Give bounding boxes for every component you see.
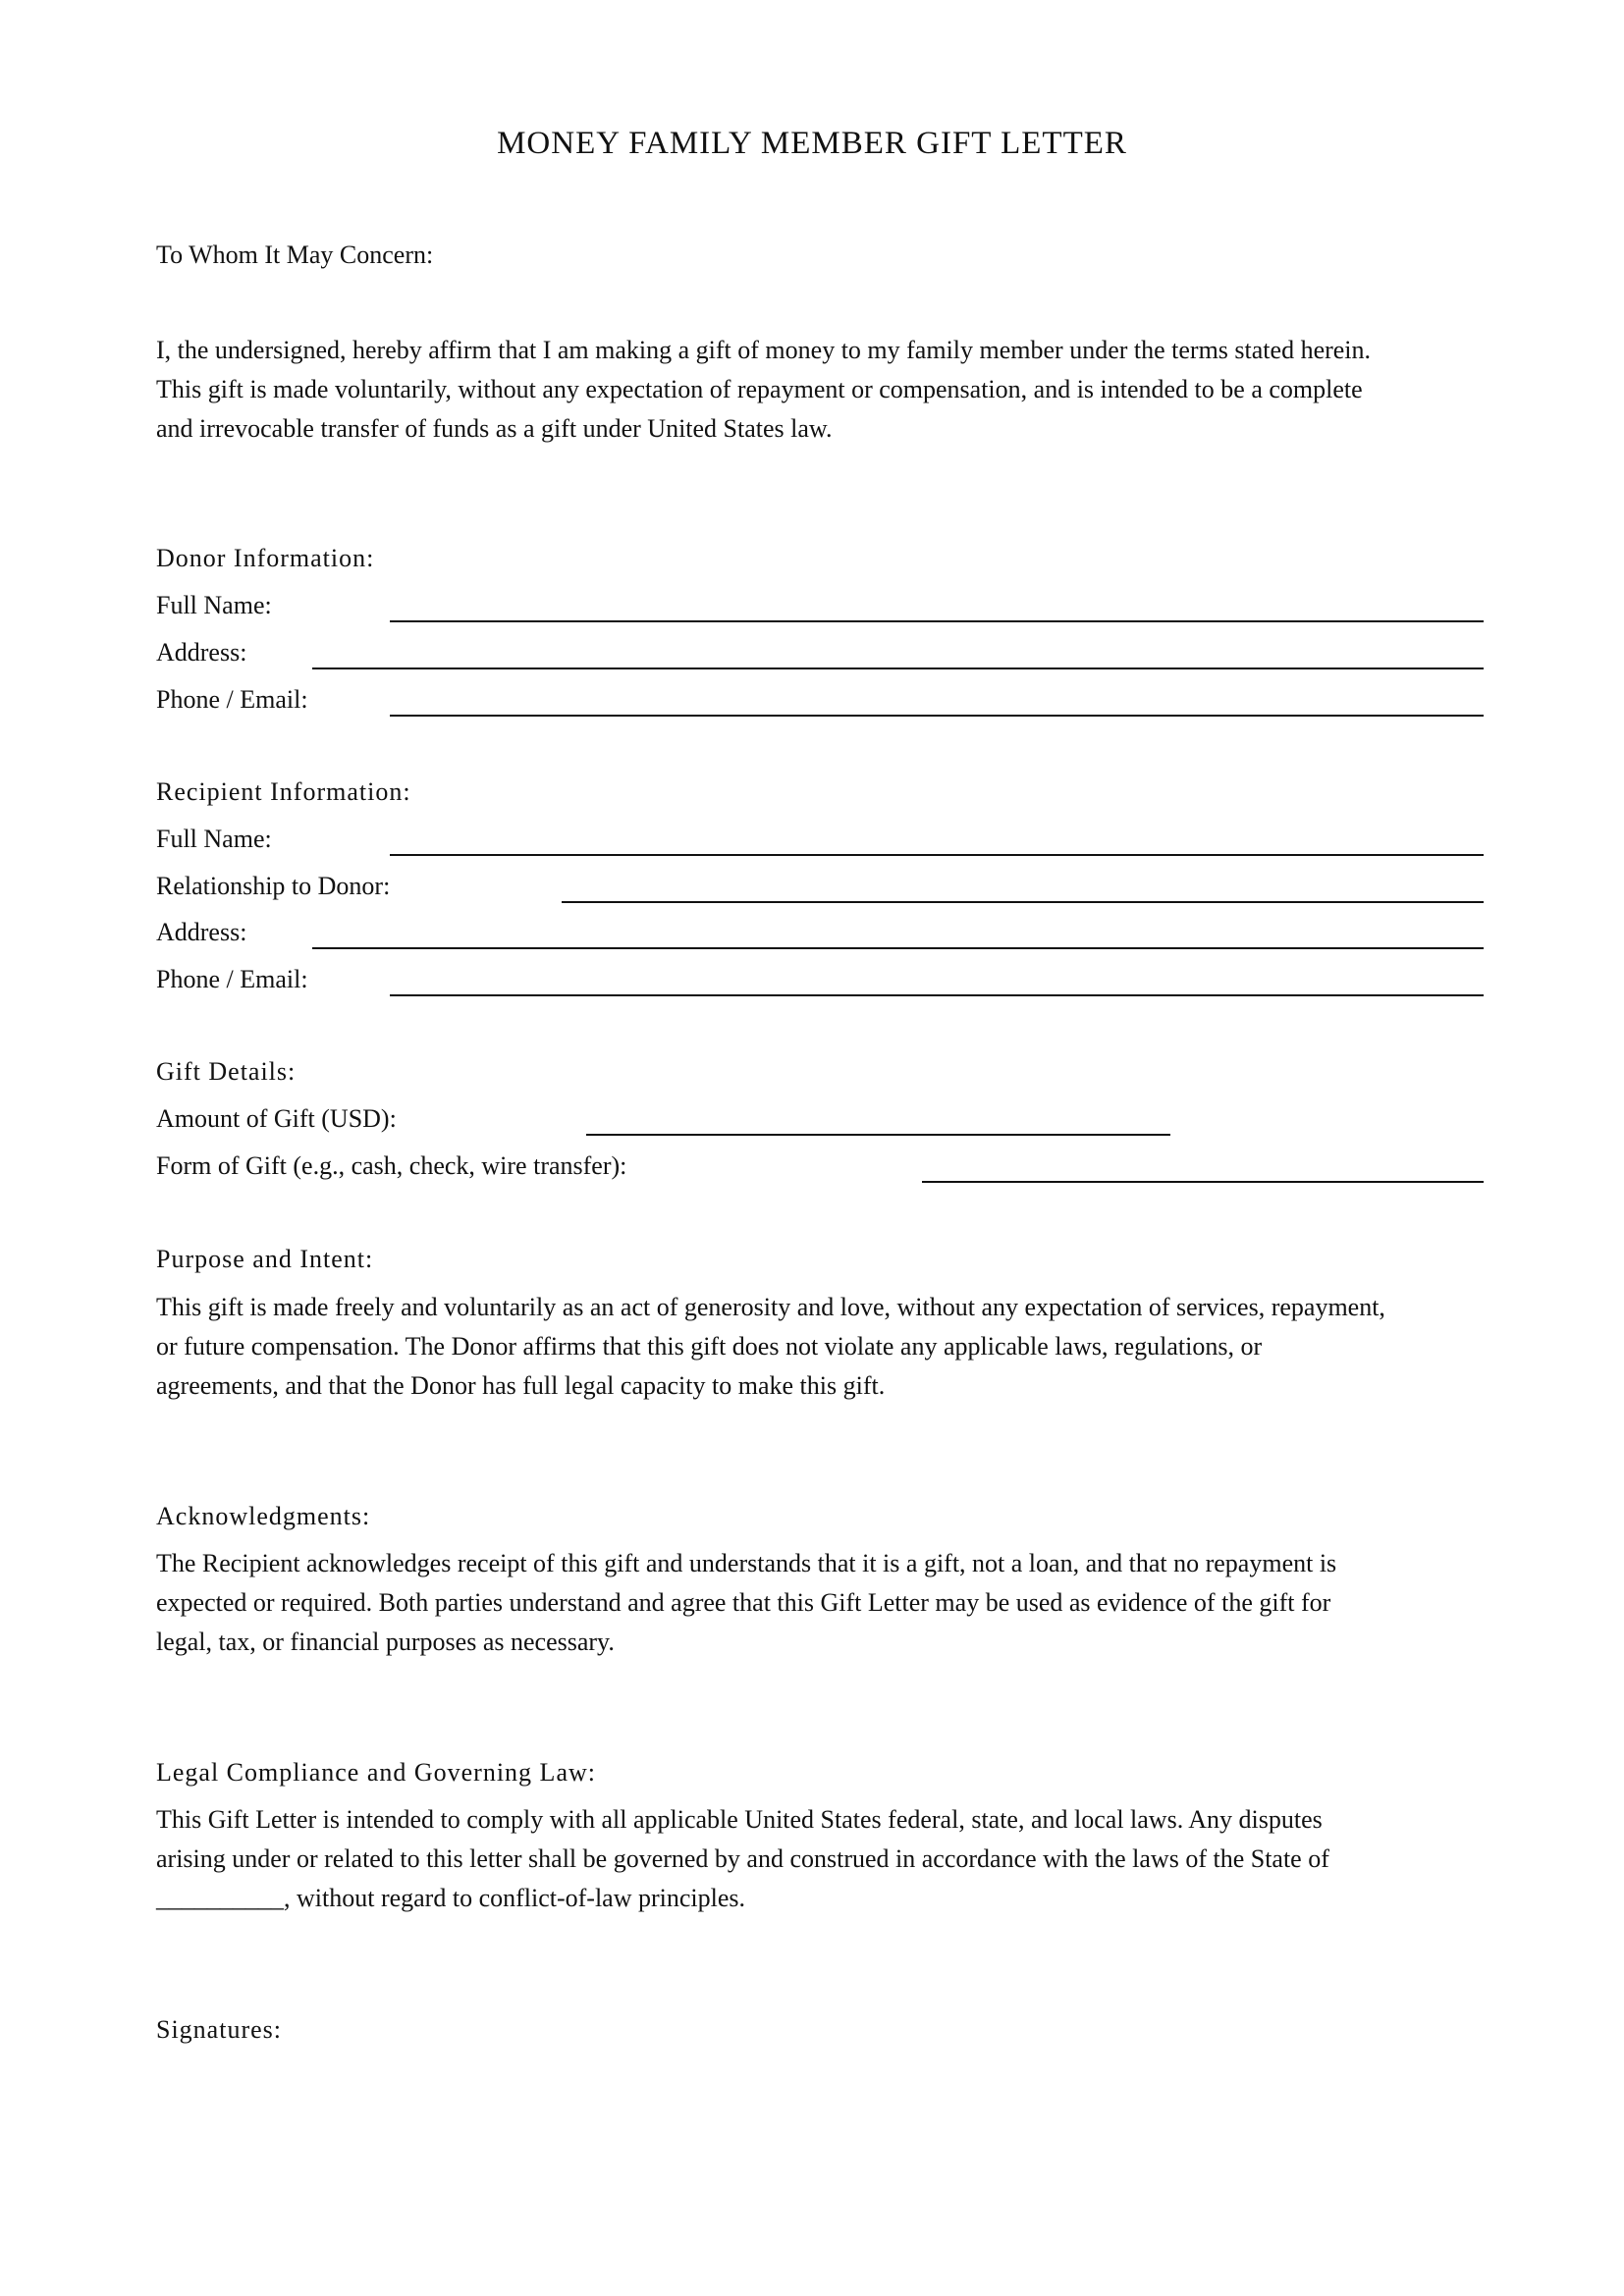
recipient-full-name-line[interactable] [390, 854, 1484, 856]
donor-full-name-field[interactable] [156, 586, 1484, 625]
gift-form-label: Form of Gift (e.g., cash, check, wire transfer): [156, 1151, 627, 1180]
purpose-heading: Purpose and Intent: [156, 1245, 374, 1273]
recipient-relationship-line[interactable] [562, 901, 1484, 903]
recipient-phone-email-label: Phone / Email: [156, 965, 308, 993]
intro-line: This gift is made voluntarily, without any expectation of repayment or compensation, and is intended to be a complete [156, 375, 1363, 403]
purpose-line: agreements, and that the Donor has full legal capacity to make this gift. [156, 1371, 886, 1400]
gift-form-line[interactable] [922, 1181, 1484, 1183]
legal-line: This Gift Letter is intended to comply with all applicable United States federal, state, and local laws. Any disputes [156, 1805, 1323, 1834]
legal-line: __________, without regard to conflict-of-law principles. [156, 1884, 746, 1912]
purpose-line: or future compensation. The Donor affirms that this gift does not violate any applicable laws, regulations, or [156, 1332, 1263, 1361]
donor-phone-email-field[interactable] [156, 680, 1484, 720]
acknowledgments-line: The Recipient acknowledges receipt of this gift and understands that it is a gift, not a loan, and that no repayment is [156, 1549, 1337, 1577]
gift-amount-label: Amount of Gift (USD): [156, 1104, 397, 1133]
gift-form-field[interactable] [156, 1147, 1484, 1186]
donor-address-label: Address: [156, 638, 247, 667]
signatures-heading: Signatures: [156, 2015, 282, 2044]
donor-full-name-line[interactable] [390, 620, 1484, 622]
recipient-full-name-label: Full Name: [156, 825, 272, 853]
recipient-address-label: Address: [156, 918, 247, 946]
donor-phone-email-line[interactable] [390, 715, 1484, 717]
legal-line: arising under or related to this letter shall be governed by and construed in accordance with the laws of the State of [156, 1844, 1329, 1873]
page-title: MONEY FAMILY MEMBER GIFT LETTER [497, 126, 1127, 161]
acknowledgments-paragraph [156, 1544, 1484, 1662]
purpose-line: This gift is made freely and voluntarily as an act of generosity and love, without any expectation of services, repayment, [156, 1293, 1385, 1321]
recipient-address-line[interactable] [312, 947, 1484, 949]
intro-line: and irrevocable transfer of funds as a gift under United States law. [156, 414, 833, 443]
legal-paragraph [156, 1800, 1484, 1918]
recipient-full-name-field[interactable] [156, 820, 1484, 859]
recipient-relationship-field[interactable] [156, 867, 1484, 906]
donor-address-line[interactable] [312, 667, 1484, 669]
recipient-relationship-label: Relationship to Donor: [156, 872, 391, 900]
gift-heading: Gift Details: [156, 1057, 297, 1086]
recipient-phone-email-line[interactable] [390, 994, 1484, 996]
recipient-phone-email-field[interactable] [156, 960, 1484, 999]
intro-paragraph [156, 331, 1484, 449]
acknowledgments-line: legal, tax, or financial purposes as necessary. [156, 1628, 615, 1656]
salutation: To Whom It May Concern: [156, 240, 434, 269]
gift-amount-field[interactable] [156, 1099, 1484, 1139]
donor-full-name-label: Full Name: [156, 591, 272, 619]
intro-line: I, the undersigned, hereby affirm that I am making a gift of money to my family member under the terms stated herein. [156, 336, 1372, 364]
gift-amount-line[interactable] [586, 1134, 1170, 1136]
donor-phone-email-label: Phone / Email: [156, 685, 308, 714]
purpose-paragraph [156, 1288, 1484, 1406]
legal-heading: Legal Compliance and Governing Law: [156, 1758, 596, 1787]
recipient-address-field[interactable] [156, 913, 1484, 952]
acknowledgments-heading: Acknowledgments: [156, 1502, 371, 1530]
recipient-heading: Recipient Information: [156, 777, 411, 806]
donor-address-field[interactable] [156, 633, 1484, 672]
acknowledgments-line: expected or required. Both parties understand and agree that this Gift Letter may be used as evidence of the gift for [156, 1588, 1331, 1617]
donor-heading: Donor Information: [156, 544, 375, 572]
